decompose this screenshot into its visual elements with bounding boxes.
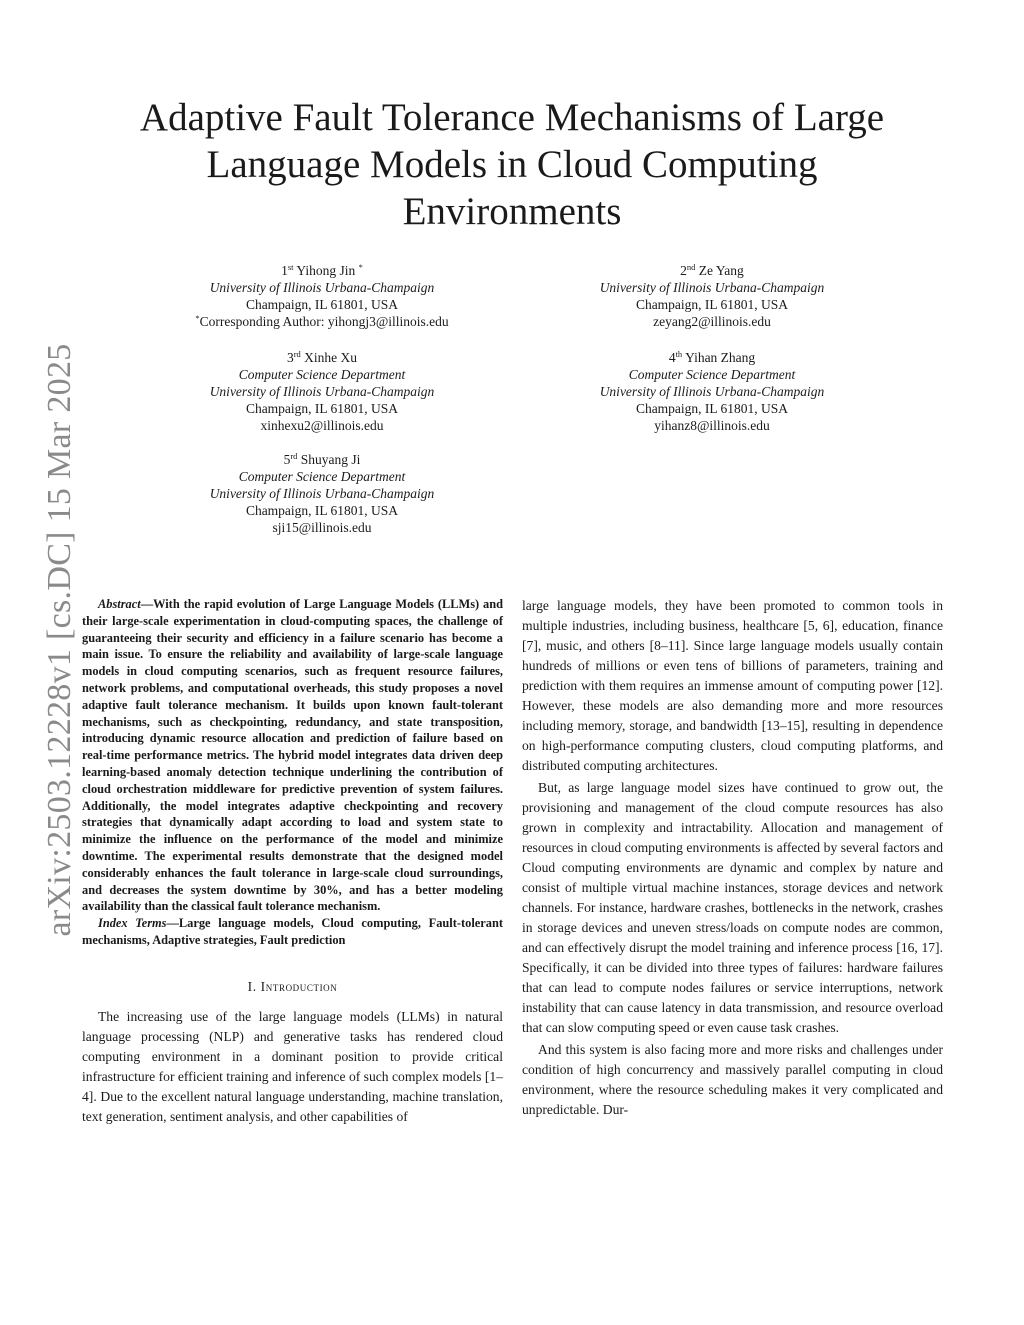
body-paragraph: And this system is also facing more and more risks and challenges under condition of high concurrency and massively parallel computing in cloud environment, where the resource scheduling makes it very complicated and unpredictable. Dur- <box>522 1042 943 1117</box>
body-paragraph: large language models, they have been promoted to common tools in multiple industries, including business, healthcare [5, 6], education, finance [7], music, and others [8–11]. Since large language models usually contain hundreds of millions or even tens of billions of parameters, training and prediction with them requires an immense amount of computing power [12]. However, these models are also demanding more and more resources including memory, storage, and bandwidth [13–15], resulting in dependence on high-performance computing clusters, cloud computing platforms, and distributed computing architectures. <box>522 598 943 773</box>
author-location: Champaign, IL 61801, USA <box>635 297 789 312</box>
author-location: Champaign, IL 61801, USA <box>245 503 399 518</box>
author-email: xinhexu2@illinois.edu <box>260 418 384 433</box>
author-university: University of Illinois Urbana-Champaign <box>599 384 825 399</box>
author-department: Computer Science Department <box>628 367 796 382</box>
author-location: Champaign, IL 61801, USA <box>245 297 399 312</box>
index-terms: Index Terms—Large language models, Cloud computing, Fault-tolerant mechanisms, Adaptive strategies, Fault prediction <box>82 916 503 947</box>
author-location: Champaign, IL 61801, USA <box>635 401 789 416</box>
index-terms-text: Large language models, Cloud computing, Fault-tolerant mechanisms, Adaptive strategies, Fault prediction <box>82 916 503 947</box>
author-name: Xinhe Xu <box>304 350 358 365</box>
author-block-5 <box>142 451 502 536</box>
author-contact: *Corresponding Author: yihongj3@illinois.edu <box>195 313 449 329</box>
corresponding-mark: * <box>358 262 363 272</box>
abstract-label: Abstract <box>98 597 141 611</box>
author-university: University of Illinois Urbana-Champaign <box>599 280 825 295</box>
body-paragraph: The increasing use of the large language models (LLMs) in natural language processing (NLP) and generative tasks has rendered cloud computing environment in a dominant position to provide critical infrastructure for efficient training and inference of such complex models [1–4]. Due to the excellent natural language understanding, machine translation, text generation, sentiment analysis, and other capabilities of <box>82 1008 503 1124</box>
author-department: Computer Science Department <box>238 367 406 382</box>
author-name-line: 2nd Ze Yang <box>680 262 744 278</box>
author-university: University of Illinois Urbana-Champaign <box>209 280 435 295</box>
section-heading: I. Introduction <box>247 978 338 994</box>
author-block-2 <box>532 262 892 330</box>
author-name-line: 5rd Shuyang Ji <box>283 451 361 467</box>
author-email: yihanz8@illinois.edu <box>654 418 770 433</box>
author-name-line: 3rd Xinhe Xu <box>286 349 358 365</box>
author-name: Yihan Zhang <box>685 350 756 365</box>
author-block-3 <box>142 349 502 434</box>
author-block-4 <box>532 349 892 434</box>
right-column <box>522 596 943 1120</box>
body-paragraph: But, as large language model sizes have continued to grow out, the provisioning and management of the cloud compute resources has also grown in complexity and intractability. Allocation and management of resources in cloud computing environments is affected by several factors and Cloud computing environments are dynamic and complex by nature and consist of multiple virtual machine instances, storage devices and network channels. For instance, hardware crashes, bottlenecks in the network, crashes in storage devices and uneven stress/loads on compute nodes are common, and can effectively disrupt the model training and inference process [16, 17]. Specifically, it can be divided into three types of failures: hardware failures that can lead to compute nodes failures or service interruptions, network instability that can cause latency in data transmission, and resource overload that can slow computing speed or even cause task crashes. <box>522 780 943 1035</box>
abstract-text: With the rapid evolution of Large Language Models (LLMs) and their large-scale experimentation in cloud-computing spaces, the challenge of guaranteeing their security and efficiency in a failure scenario has become a main issue. To ensure the reliability and availability of large-scale language models in cloud computing scenarios, such as frequent resource failures, network problems, and computational overheads, this study proposes a novel adaptive fault tolerance mechanism. It builds upon known fault-tolerant mechanisms, such as checkpointing, redundancy, and state transposition, introducing dynamic resource allocation and prediction of failure based on real-time performance metrics. The hybrid model integrates data driven deep learning-based anomaly detection technique underlining the contribution of cloud orchestration middleware for predictive prevention of system failures. Additionally, the model integrates adaptive checkpointing and recovery strategies that dynamically adapt according to load and system state to minimize the influence on the performance of the model and minimize downtime. The experimental results demonstrate that the designed model considerably enhances the fault tolerance in large-scale cloud surroundings, and decreases the system downtime by 30%, and has a better modeling availability than the classical fault tolerance mechanism. <box>82 597 503 914</box>
author-name: Yihong Jin <box>296 263 356 278</box>
author-name: Shuyang Ji <box>300 452 361 467</box>
abstract: Abstract—With the rapid evolution of Large Language Models (LLMs) and their large-scale experimentation in cloud-computing spaces, the challenge of guaranteeing their security and efficiency in a failure scenario has become a main issue. To ensure the reliability and availability of large-scale language models in cloud computing scenarios, such as frequent resource failures, network problems, and computational overheads, this study proposes a novel adaptive fault tolerance mechanism. It builds upon known fault-tolerant mechanisms, such as checkpointing, redundancy, and state transposition, introducing dynamic resource allocation and prediction of failure based on real-time performance metrics. The hybrid model integrates data driven deep learning-based anomaly detection technique underlining the contribution of cloud orchestration middleware for predictive prevention of system failures. Additionally, the model integrates adaptive checkpointing and recovery strategies that dynamically adapt according to load and system state to minimize the influence on the performance of the model and minimize downtime. The experimental results demonstrate that the designed model considerably enhances the fault tolerance in large-scale cloud surroundings, and decreases the system downtime by 30%, and has a better modeling availability than the classical fault tolerance mechanism. <box>82 597 503 914</box>
left-column <box>82 596 503 1127</box>
author-name-line: 1st Yihong Jin * <box>281 262 363 278</box>
author-location: Champaign, IL 61801, USA <box>245 401 399 416</box>
index-terms-label: Index Terms <box>98 916 167 931</box>
arxiv-stamp: arXiv:2503.12228v1 [cs.DC] 15 Mar 2025 <box>41 343 78 937</box>
author-block-1 <box>142 262 502 330</box>
paper-title: Adaptive Fault Tolerance Mechanisms of Large Language Models in Cloud Computing Environments <box>139 96 885 233</box>
author-email: zeyang2@illinois.edu <box>653 314 771 329</box>
author-name: Ze Yang <box>698 263 744 278</box>
author-university: University of Illinois Urbana-Champaign <box>209 486 435 501</box>
author-email: sji15@illinois.edu <box>272 520 372 535</box>
author-name-line: 4th Yihan Zhang <box>668 349 756 365</box>
author-university: University of Illinois Urbana-Champaign <box>209 384 435 399</box>
author-department: Computer Science Department <box>238 469 406 484</box>
